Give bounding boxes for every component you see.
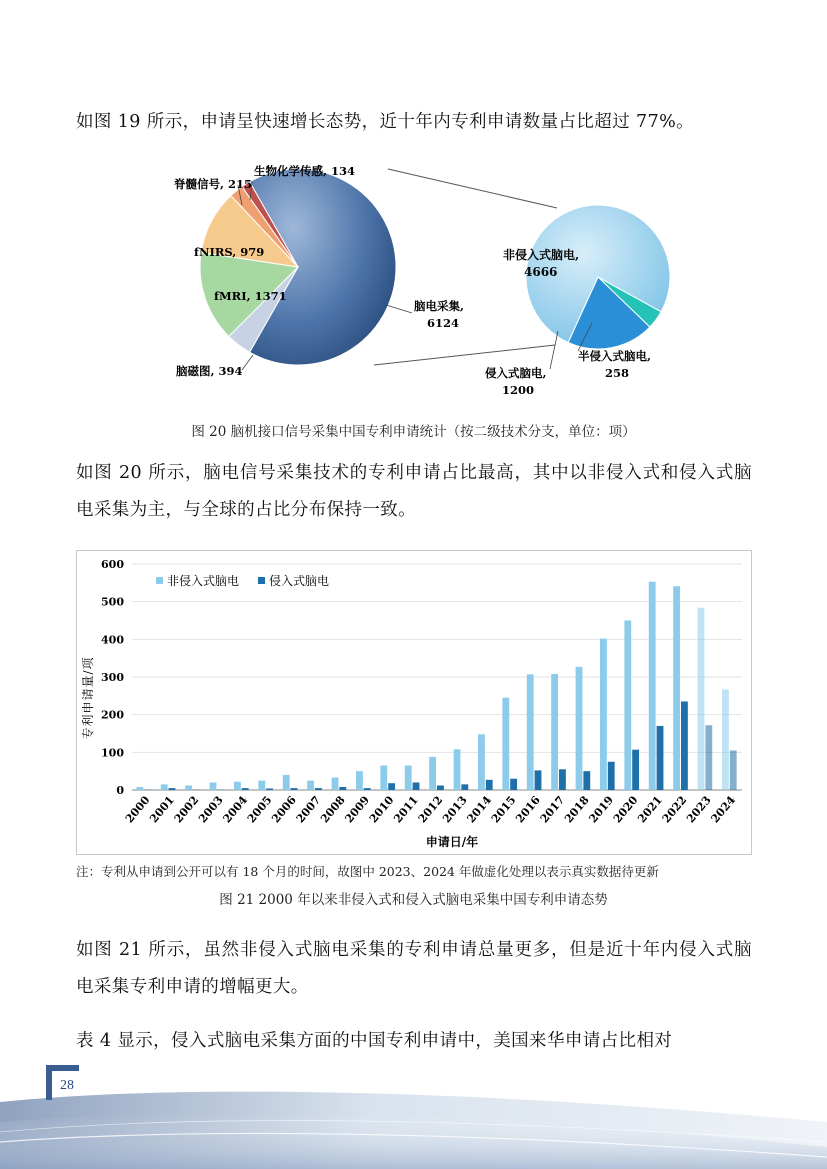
bar-invasive-2007 [315,788,322,790]
legend-swatch-noninvasive [156,577,163,584]
label-biochem: 生物化学传感, 134 [254,164,356,178]
bar-invasive-2010 [388,783,395,790]
bar-noninvasive-2022 [673,586,680,790]
x-tick-label: 2001 [147,793,177,826]
x-tick-label: 2005 [244,793,275,826]
figure-21-bar-chart [76,550,752,855]
label-noninvasive-value: 4666 [524,265,558,279]
bar-noninvasive-2016 [527,674,534,790]
bar-noninvasive-2024 [722,689,729,790]
y-tick-label: 400 [101,633,124,647]
legend-swatch-invasive [258,577,265,584]
bar-noninvasive-2012 [429,757,436,790]
bar-noninvasive-2000 [136,787,143,790]
bar-noninvasive-2002 [185,785,192,790]
bar-invasive-2011 [413,782,420,790]
y-tick-label: 100 [101,746,124,760]
bar-invasive-2021 [657,726,664,790]
bar-invasive-2018 [583,771,590,790]
bar-noninvasive-2007 [307,781,314,790]
bar-invasive-2016 [535,770,542,790]
bar-noninvasive-2003 [210,782,217,790]
x-tick-label: 2007 [293,793,324,826]
label-fnirs: fNIRS, 979 [194,245,265,259]
bar-noninvasive-2020 [624,621,631,791]
bar-invasive-2024 [730,750,737,790]
x-tick-label: 2002 [171,793,202,826]
bar-invasive-2005 [266,788,273,790]
bar-invasive-2015 [510,779,517,790]
bar-noninvasive-2015 [502,698,509,790]
label-invasive-value: 1200 [502,383,535,395]
y-tick-label: 600 [101,558,124,571]
bar-invasive-2020 [632,750,639,790]
bar-noninvasive-2019 [600,639,607,790]
leader-eeg [386,305,412,313]
x-tick-label: 2016 [513,793,543,826]
y-tick-label: 500 [101,595,124,609]
bar-invasive-2022 [681,701,688,790]
bar-invasive-2001 [169,788,176,790]
y-axis-label: 专利申请量/项 [81,656,95,740]
x-tick-label: 2023 [684,793,714,826]
leader-invasive [550,331,558,369]
connector-line-bottom [374,345,555,365]
bar-invasive-2006 [291,788,298,790]
figure-20-pie-chart [150,155,690,395]
label-noninvasive-name: 非侵入式脑电, [503,248,580,262]
label-fmri: fMRI, 1371 [214,289,287,303]
label-semi-value: 258 [605,366,630,380]
bar-invasive-2013 [461,784,468,790]
x-tick-label: 2010 [366,793,397,826]
y-tick-label: 0 [116,784,124,797]
x-tick-label: 2006 [269,793,299,826]
page-number: 28 [60,1078,74,1093]
x-tick-label: 2018 [562,793,592,826]
bar-invasive-2014 [486,780,493,790]
label-meg: 脑磁图, 394 [176,364,243,378]
figure-21-note: 注：专利从申请到公开可以有 18 个月的时间，故图中 2023、2024 年做虚化处理以表示真实数据待更新 [76,864,659,879]
bar-invasive-2009 [364,788,371,790]
bar-noninvasive-2011 [405,766,412,790]
label-eeg-value: 6124 [427,316,460,330]
x-tick-label: 2017 [537,793,568,826]
bar-noninvasive-2005 [258,781,265,790]
bar-noninvasive-2023 [698,608,705,790]
x-tick-label: 2022 [659,793,690,826]
x-tick-label: 2013 [440,793,470,826]
paragraph-1: 如图 19 所示，申请呈快速增长态势，近十年内专利申请数量占比超过 77%。 [76,112,695,132]
paragraph-3: 如图 21 所示，虽然非侵入式脑电采集的专利申请总量更多，但是近十年内侵入式脑电采集专利申请的增幅更大。 [76,940,752,997]
figure-20-caption: 图 20 脑机接口信号采集中国专利申请统计（按二级技术分支，单位：项） [191,424,636,440]
bar-invasive-2008 [339,787,346,790]
legend-label-noninvasive: 非侵入式脑电 [167,574,240,588]
figure-21-caption: 图 21 2000 年以来非侵入式和侵入式脑电采集中国专利申请态势 [219,892,608,908]
bar-noninvasive-2013 [454,749,461,790]
x-tick-label: 2024 [708,793,739,826]
x-tick-label: 2020 [610,793,641,826]
x-tick-label: 2004 [220,793,251,826]
bar-noninvasive-2010 [380,766,387,790]
x-tick-label: 2009 [342,793,373,826]
bar-noninvasive-2017 [551,674,558,790]
bar-noninvasive-2018 [576,667,583,790]
main-pie [200,169,396,365]
bar-noninvasive-2006 [283,775,290,790]
bar-noninvasive-2008 [332,778,339,790]
bar-noninvasive-2004 [234,782,241,790]
x-tick-label: 2003 [196,793,226,826]
bar-invasive-2017 [559,769,566,790]
x-tick-label: 2008 [318,793,348,826]
label-spinal: 脊髓信号, 215 [174,177,253,191]
bar-invasive-2023 [705,725,712,790]
label-eeg-name: 脑电采集, [414,299,465,313]
label-invasive-name: 侵入式脑电, [485,366,547,380]
bar-noninvasive-2021 [649,582,656,790]
x-axis-label: 申请日/年 [425,835,479,849]
x-tick-label: 2012 [415,793,446,826]
y-tick-label: 200 [101,708,124,722]
legend-label-invasive: 侵入式脑电 [269,574,330,588]
leader-meg [242,355,253,370]
x-tick-label: 2019 [586,793,617,826]
label-semi-name: 半侵入式脑电, [578,349,652,363]
bar-noninvasive-2001 [161,784,168,790]
bar-noninvasive-2014 [478,734,485,790]
x-tick-label: 2015 [488,793,519,826]
connector-line-top [388,169,557,208]
paragraph-4: 表 4 显示，侵入式脑电采集方面的中国专利申请中，美国来华申请占比相对 [76,1031,673,1051]
paragraph-2: 如图 20 所示，脑电信号采集技术的专利申请占比最高，其中以非侵入式和侵入式脑电采集为主，与全球的占比分布保持一致。 [76,463,752,520]
y-tick-label: 300 [101,671,124,684]
x-tick-label: 2011 [391,793,421,826]
page-footer-decoration [0,1062,827,1169]
bar-invasive-2019 [608,762,615,790]
x-tick-label: 2021 [635,793,665,826]
bar-noninvasive-2009 [356,771,363,790]
bar-invasive-2004 [242,788,249,790]
bar-invasive-2012 [437,785,444,790]
x-tick-label: 2014 [464,793,495,826]
x-tick-label: 2000 [122,793,153,826]
